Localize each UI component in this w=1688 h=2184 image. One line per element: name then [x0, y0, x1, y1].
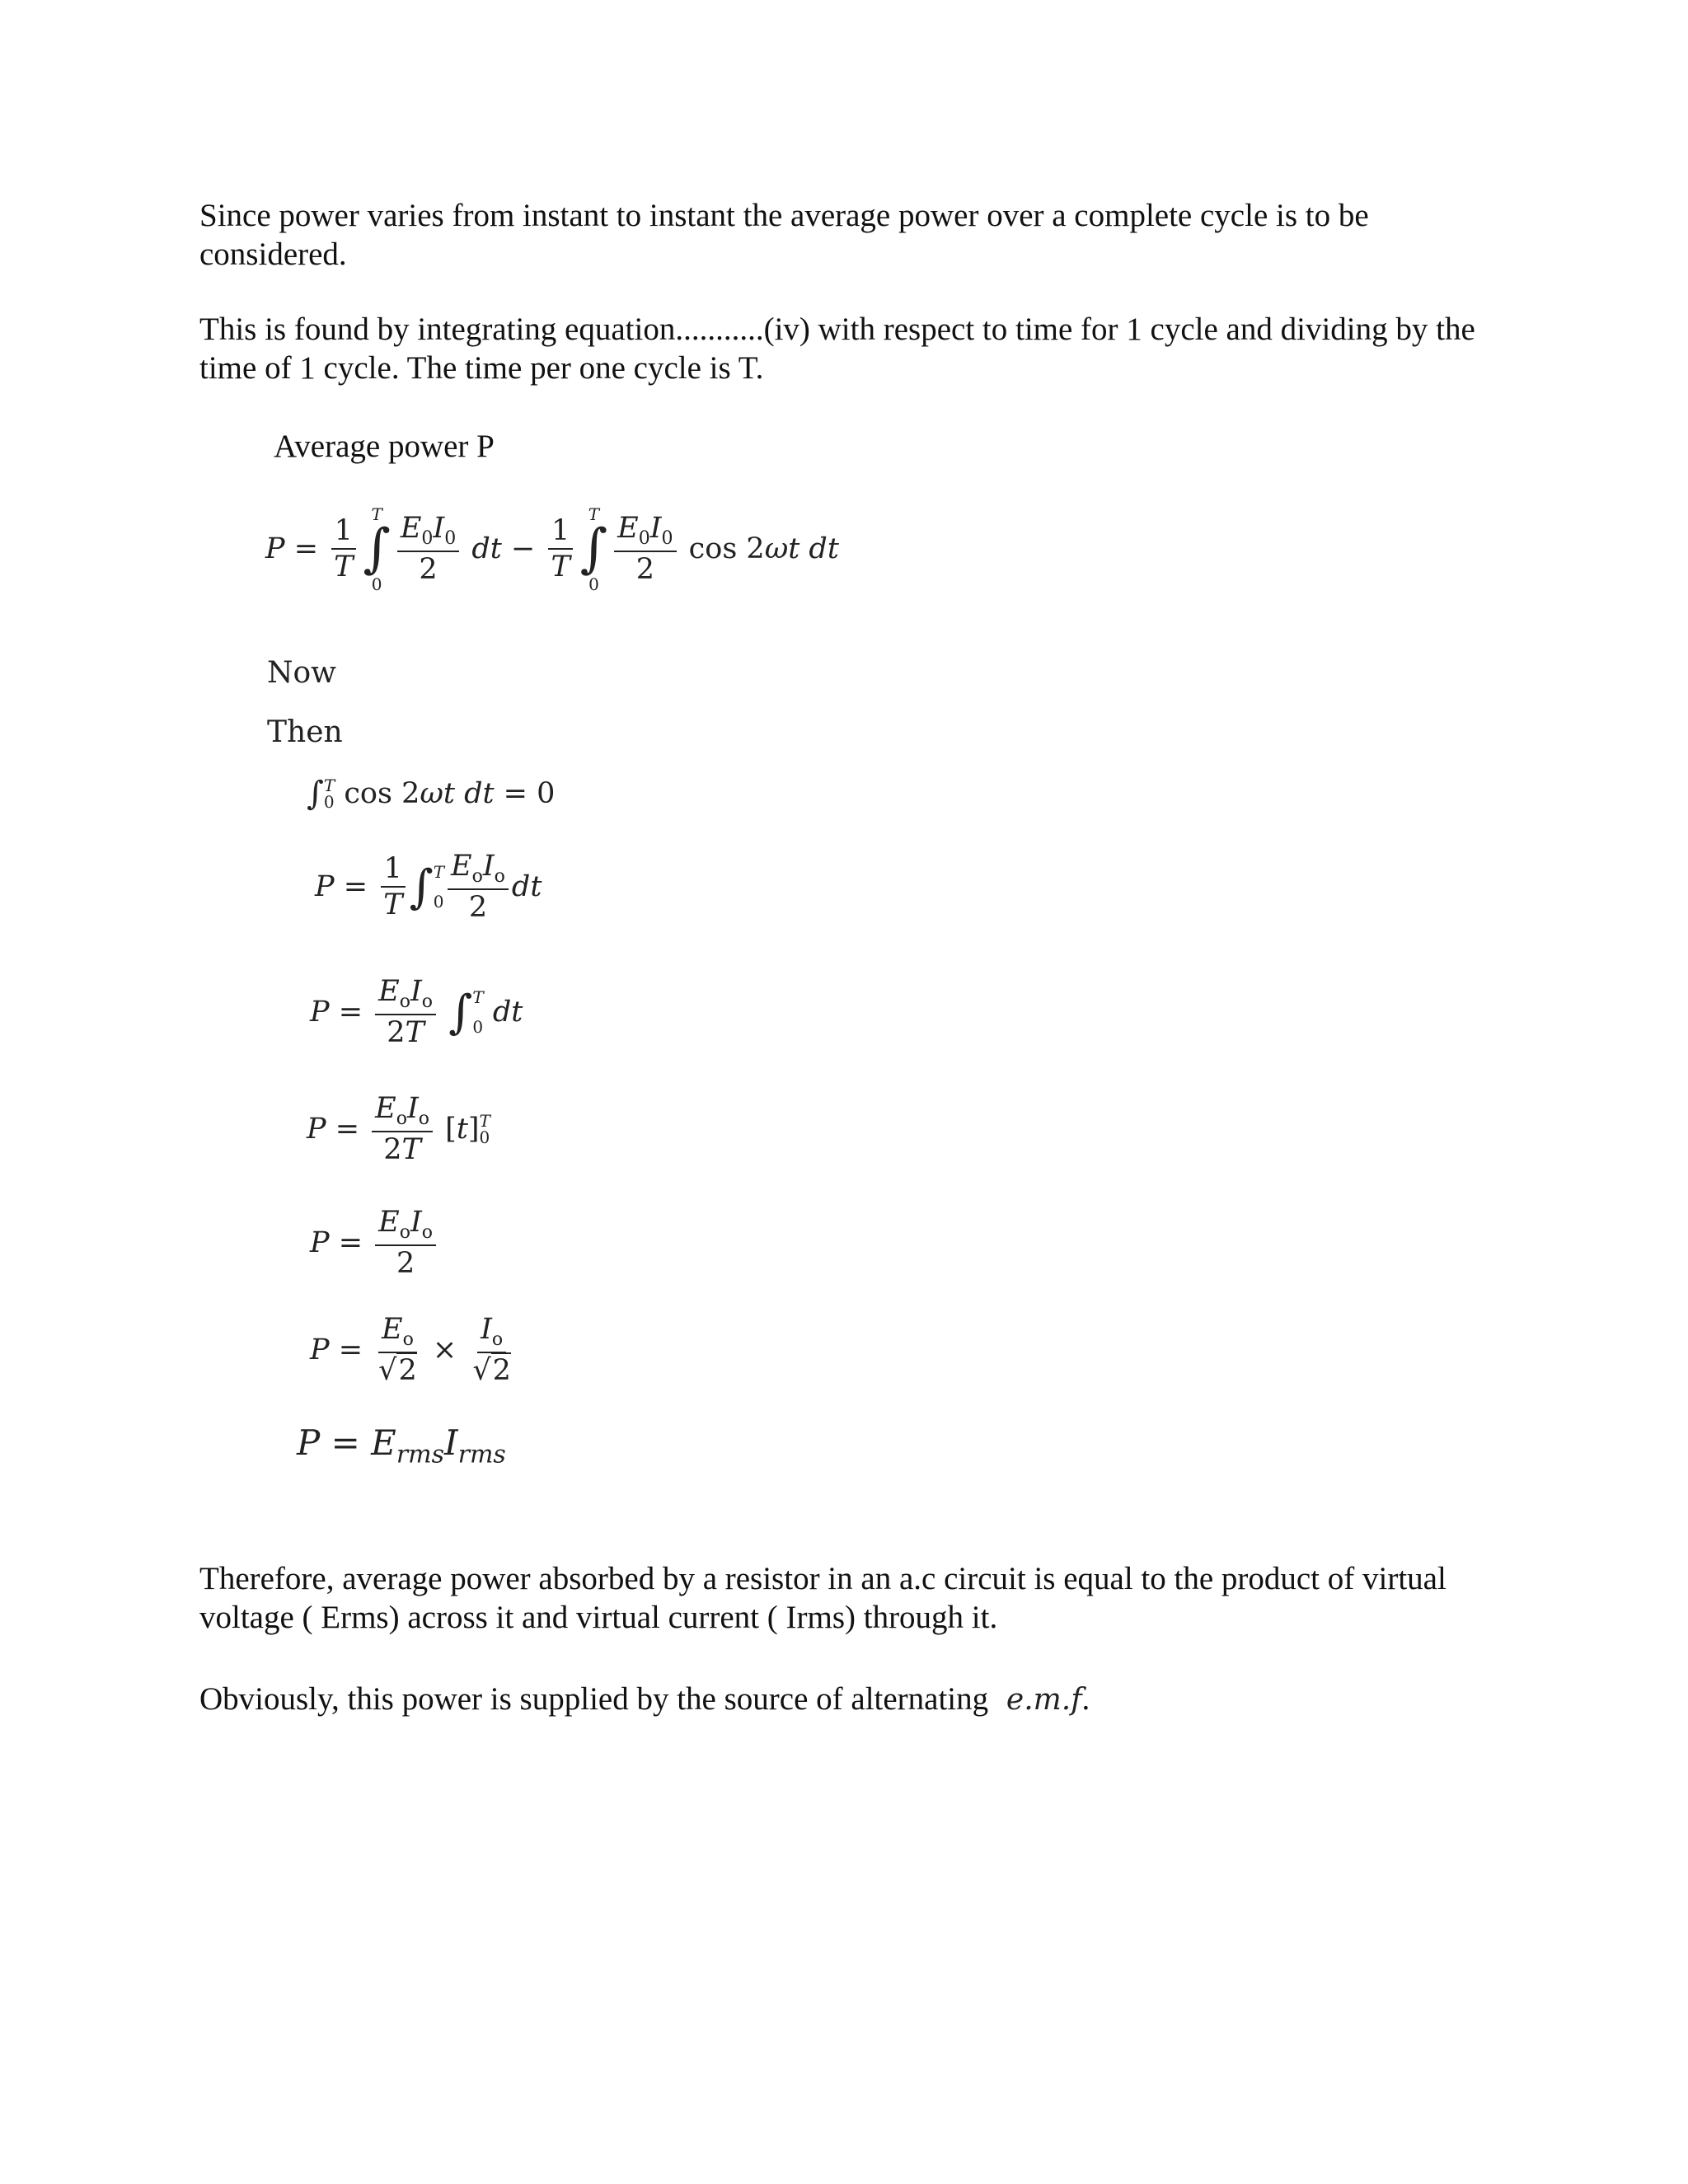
paragraph-emf-source: Obviously, this power is supplied by the source of alternating e.m.f. — [199, 1681, 1090, 1717]
equation-p-step-5: P = $\frac{E_o}{√2}$ × $\frac{I_o}{√2}$ — [310, 1313, 511, 1388]
equation-p-step-3: P = $\frac{E_oI_o}{2T}$ [ t ] T 0 — [307, 1092, 490, 1167]
emf-source-text: Obviously, this power is supplied by the source of alternating — [199, 1681, 989, 1717]
paragraph-intro: Since power varies from instant to instant the average power over a complete cycle is to be considered. — [199, 198, 1369, 272]
paragraph-average-power-label: Average power P — [274, 429, 495, 464]
equation-p-step-4: P = $\frac{E_oI_o}{2}$ — [310, 1207, 439, 1280]
equation-p-step-1: P = $\frac{1}{T}$ ∫ T 0 $\frac{E_oI_o}{2}$ dt — [315, 850, 542, 925]
equation-cos-integral: ∫ T 0 cos 2 ωt dt = 0 — [307, 775, 556, 813]
equation-p-step-2: P = $\frac{E_oI_o}{2T}$ ∫ T 0 dt — [310, 975, 523, 1050]
label-now: Now — [267, 656, 336, 690]
emf-symbol: e.m.f — [1006, 1683, 1082, 1717]
equation-p-rms: $P = E_{rms}I_{rms}$ — [297, 1422, 506, 1469]
label-then: Then — [267, 715, 343, 749]
paragraph-method: This is found by integrating equation...........(iv) with respect to time for 1 cycle and dividing by the time of 1 cycle. The time per one cycle is T. — [199, 312, 1475, 386]
equation-average-power: P = $\frac{1}{T}$ T ∫ 0 $\frac{E_0I_0}{2}$ dt − $\frac{1}{T}$ T ∫ 0 $\frac{E_0I_0}{2}$ cos 2 ωt dt — [265, 504, 839, 594]
paragraph-conclusion: Therefore, average power absorbed by a resistor in an a.c circuit is equal to the product of virtual voltage ( Erms) across it and virtual current ( Irms) through it. — [199, 1561, 1447, 1635]
